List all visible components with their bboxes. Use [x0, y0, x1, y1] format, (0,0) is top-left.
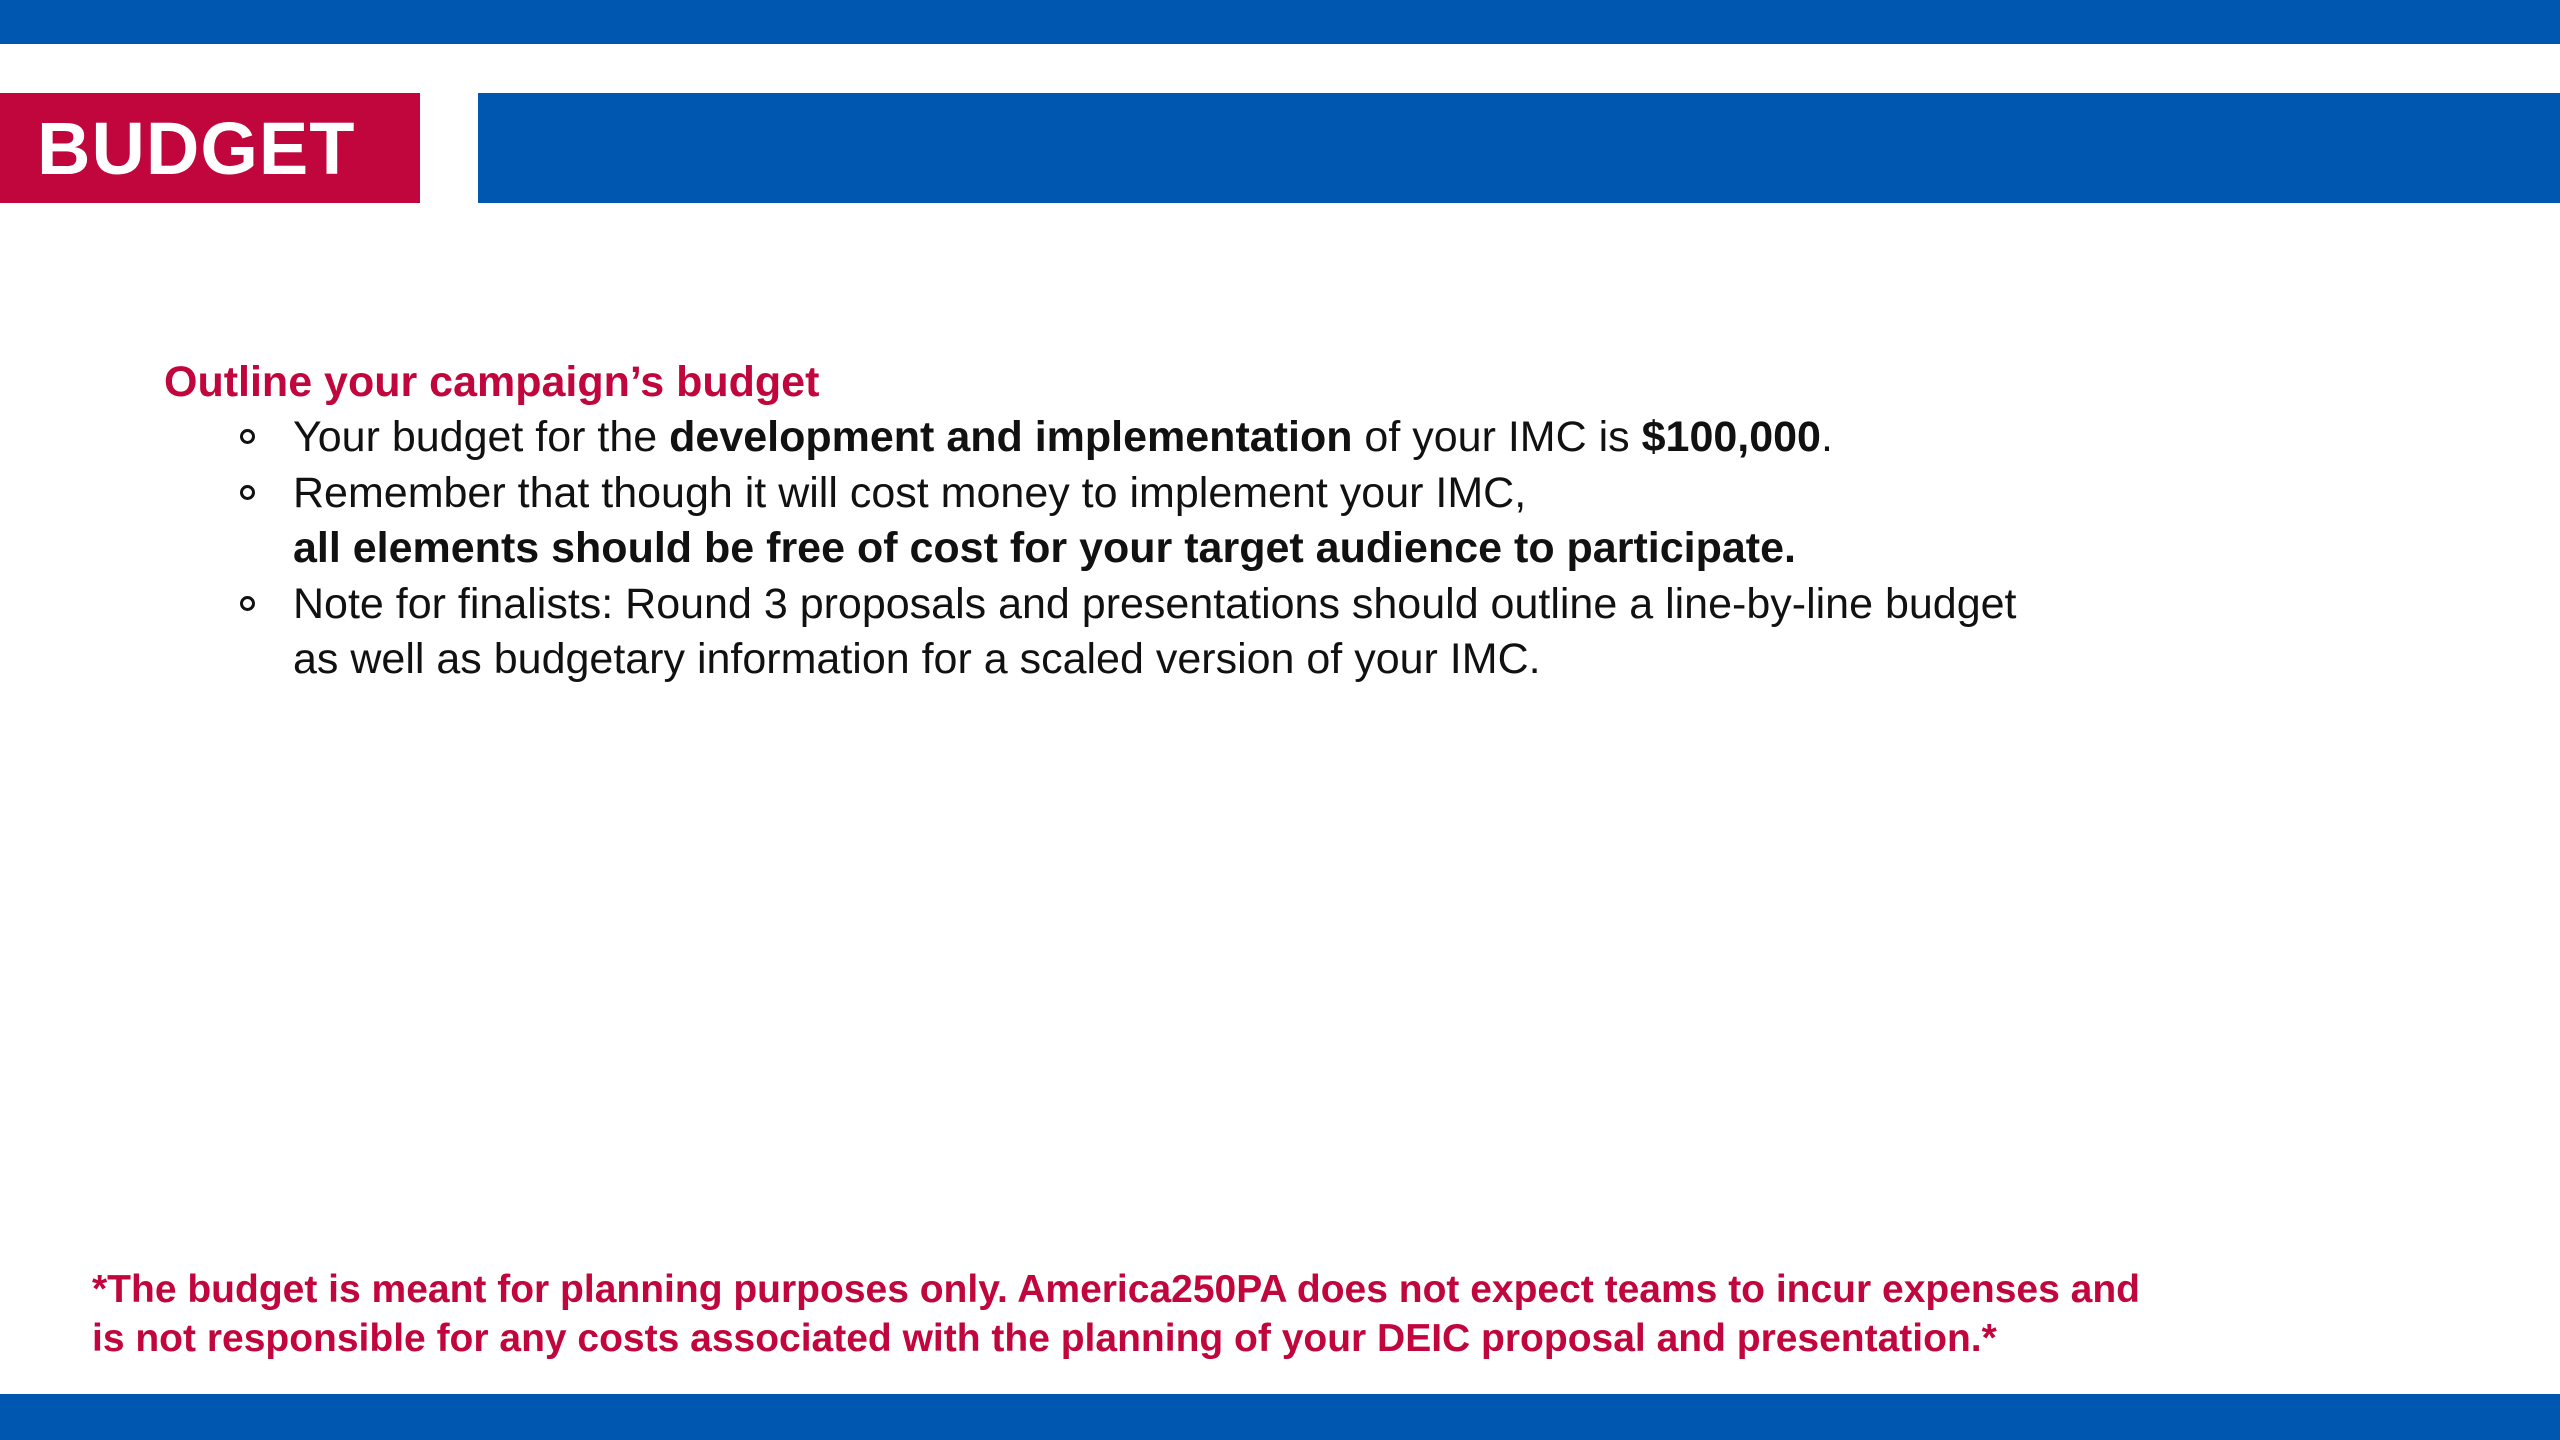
- title-box: [0, 93, 420, 203]
- bullet-emphasis: all elements should be free of cost for your target audience to participate.: [293, 524, 1796, 572]
- bullet-finalists-note: [164, 577, 2264, 688]
- hollow-circle-bullet-icon: [240, 485, 255, 500]
- bullet-text: of your IMC is: [1352, 413, 1642, 461]
- disclaimer-footnote: [92, 1265, 2392, 1363]
- bullet-text: as well as budgetary information for a scaled version of your IMC.: [293, 635, 1541, 683]
- bottom-stripe: [0, 1394, 2560, 1440]
- hollow-circle-bullet-icon: [240, 596, 255, 611]
- title-band: [478, 93, 2560, 203]
- bullet-text: Remember that though it will cost money to implement your IMC,: [293, 468, 1527, 517]
- bullet-emphasis: development and implementation: [669, 413, 1353, 461]
- bullet-free-of-cost: [164, 466, 2264, 577]
- hollow-circle-bullet-icon: [240, 429, 255, 444]
- bullet-text: Note for finalists: Round 3 proposals and presentations should outline a line-by-line budget: [293, 579, 2017, 628]
- top-stripe: [0, 0, 2560, 44]
- bullet-budget-amount: [164, 410, 2264, 466]
- content-area: [164, 355, 2264, 688]
- bullet-text: .: [1820, 413, 1833, 461]
- footnote-line: is not responsible for any costs associated with the planning of your DEIC proposal and presentation.*: [92, 1317, 1997, 1360]
- bullet-text: Your budget for the: [293, 413, 670, 461]
- footnote-line: *The budget is meant for planning purposes only. America250PA does not expect teams to incur expenses and: [92, 1268, 2140, 1311]
- section-heading: Outline your campaign’s budget: [164, 358, 820, 406]
- slide-title: BUDGET: [37, 106, 356, 190]
- budget-amount: $100,000: [1641, 413, 1821, 461]
- bullet-list: [164, 410, 2264, 688]
